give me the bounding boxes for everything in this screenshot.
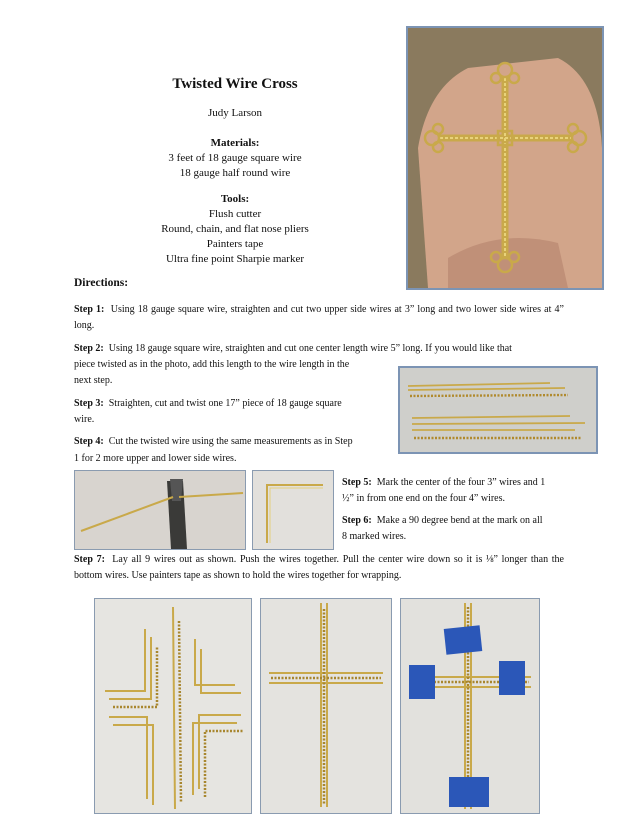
step-label: Step 1: <box>74 304 105 315</box>
step-4 <box>74 434 394 450</box>
step-label: Step 5: <box>342 477 372 488</box>
step-4-cont: 1 for 2 more upper and lower side wires. <box>74 453 237 464</box>
tools-item: Painters tape <box>206 238 264 250</box>
finished-cross-photo <box>406 26 604 290</box>
step-6-cont: 8 marked wires. <box>342 531 407 542</box>
step-3-cont: wire. <box>74 414 95 425</box>
step-text: Make a 90 degree bend at the mark on all <box>376 515 543 526</box>
materials-item: 18 gauge half round wire <box>179 167 291 179</box>
step-2-cont: piece twisted as in the photo, add this length to the wire length in the <box>74 359 350 370</box>
tools-item: Flush cutter <box>208 208 262 220</box>
step-2 <box>74 341 564 357</box>
step-label: Step 4: <box>74 436 104 447</box>
tools-item: Round, chain, and flat nose pliers <box>161 223 309 235</box>
tools-heading: Tools: <box>220 193 250 205</box>
author: Judy Larson <box>207 107 263 119</box>
wires-taped-photo <box>400 598 540 814</box>
step-text: Using 18 gauge square wire, straighten and cut one center length wire 5” long. If you would like that <box>108 343 512 354</box>
step-label: Step 6: <box>342 515 372 526</box>
tools-item: Ultra fine point Sharpie marker <box>165 253 305 265</box>
cut-wires-photo <box>398 366 598 454</box>
step-text: Lay all 9 wires out as shown. Push the wires together. Pull the center wire down so it is ⅛” longer than the bottom wires. Use painters tape as shown to hold the wires together for wrapping. <box>74 554 564 581</box>
bending-pliers-photo <box>74 470 246 550</box>
step-5 <box>342 475 564 491</box>
bent-wire-photo <box>252 470 334 550</box>
step-label: Step 3: <box>74 398 104 409</box>
directions-heading: Directions: <box>74 277 129 289</box>
step-5-cont: ½” in from one end on the four 4” wires. <box>342 493 506 504</box>
page-title: Twisted Wire Cross <box>172 76 298 92</box>
step-text: Straighten, cut and twist one 17” piece of 18 gauge square <box>108 398 342 409</box>
wires-laid-out-photo <box>94 598 252 814</box>
step-text: Using 18 gauge square wire, straighten and cut two upper side wires at 3” long and two lower side wires at 4” long. <box>74 304 564 331</box>
wires-pushed-together-photo <box>260 598 392 814</box>
materials-heading: Materials: <box>210 137 260 149</box>
step-text: Mark the center of the four 3” wires and 1 <box>376 477 546 488</box>
step-3 <box>74 396 384 412</box>
step-1 <box>74 302 564 334</box>
step-label: Step 7: <box>74 554 105 565</box>
step-2-cont: next step. <box>74 375 113 386</box>
step-6 <box>342 513 564 529</box>
step-label: Step 2: <box>74 343 104 354</box>
step-7 <box>74 552 564 584</box>
step-text: Cut the twisted wire using the same measurements as in Step <box>108 436 353 447</box>
materials-item: 3 feet of 18 gauge square wire <box>168 152 302 164</box>
